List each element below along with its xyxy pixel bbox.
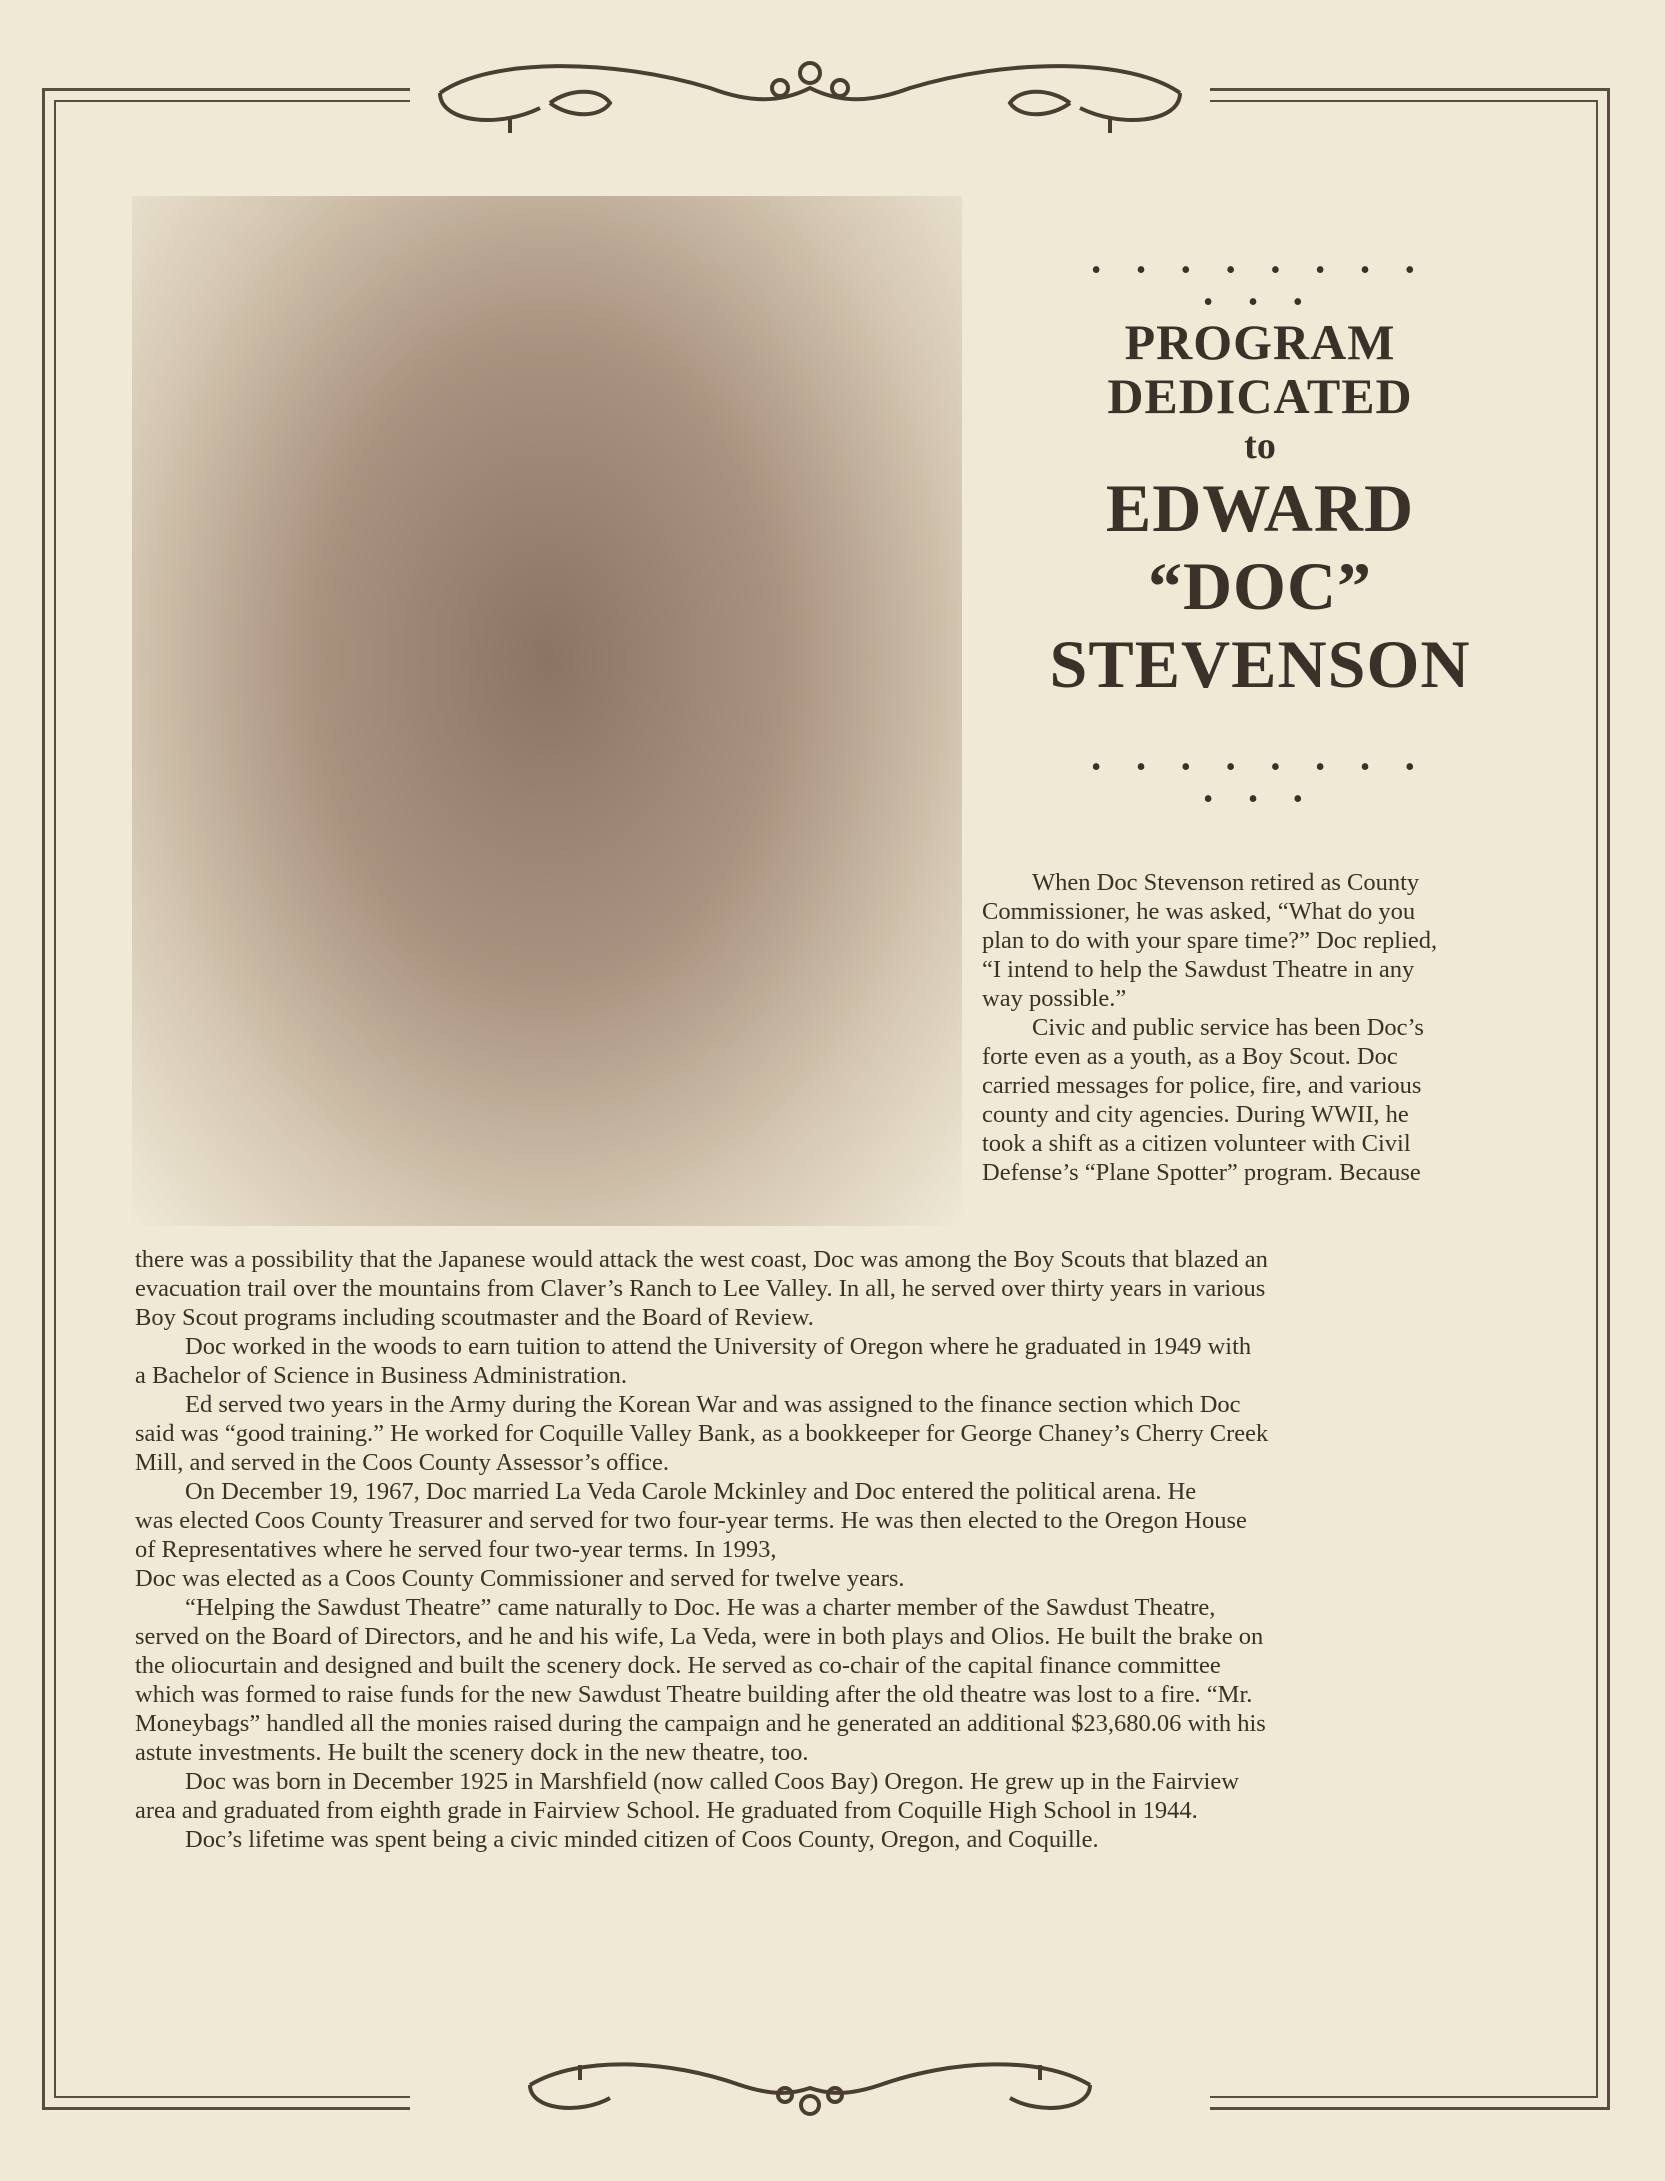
- text-line: which was formed to raise funds for the new Sawdust Theatre building after the old theatre was lost to a fire. “Mr.: [135, 1681, 1253, 1708]
- text-line: evacuation trail over the mountains from Claver’s Ranch to Lee Valley. In all, he served over thirty years in various: [135, 1275, 1266, 1302]
- text-line: there was a possibility that the Japanese would attack the west coast, Doc was among the Boy Scouts that blazed an: [135, 1246, 1268, 1273]
- text-line: area and graduated from eighth grade in Fairview School. He graduated from Coquille High School in 1944.: [135, 1797, 1198, 1824]
- text-line: was elected Coos County Treasurer and served for two four-year terms. He was then elected to the Oregon House: [135, 1507, 1247, 1534]
- title-line-edward: EDWARD: [1105, 470, 1415, 546]
- title-line-stevenson: STEVENSON: [1049, 626, 1471, 702]
- text-line: “Helping the Sawdust Theatre” came naturally to Doc. He was a charter member of the Sawdust Theatre,: [185, 1594, 1216, 1621]
- couple-portrait-photo: [132, 196, 962, 1226]
- scroll-ornament-icon: [410, 48, 1210, 138]
- text-line: Defense’s “Plane Spotter” program. Because: [982, 1159, 1421, 1186]
- bottom-scroll-ornament: [410, 2040, 1210, 2130]
- text-line: of Representatives where he served four two-year terms. In 1993,: [135, 1536, 777, 1563]
- text-line: Civic and public service has been Doc’s: [1032, 1014, 1424, 1041]
- top-scroll-ornament: [410, 48, 1210, 138]
- text-line: astute investments. He built the scenery dock in the new theatre, too.: [135, 1739, 809, 1766]
- text-line: “I intend to help the Sawdust Theatre in any: [982, 956, 1415, 983]
- text-line: way possible.”: [982, 985, 1127, 1012]
- text-line: Doc worked in the woods to earn tuition to attend the University of Oregon where he graduated in 1949 with: [185, 1333, 1252, 1360]
- dedication-title: [1010, 315, 1510, 703]
- text-line: plan to do with your spare time?” Doc replied,: [982, 927, 1438, 954]
- text-line: Doc was elected as a Coos County Commissioner and served for twelve years.: [135, 1565, 905, 1592]
- text-line: When Doc Stevenson retired as County: [1032, 869, 1420, 896]
- scroll-ornament-icon: [410, 2040, 1210, 2130]
- text-line: forte even as a youth, as a Boy Scout. Doc: [982, 1043, 1398, 1070]
- title-line-to: to: [1244, 425, 1276, 467]
- text-line: Moneybags” handled all the monies raised during the campaign and he generated an additional $23,680.06 with his: [135, 1710, 1266, 1737]
- full-width-text: [135, 1245, 1575, 1854]
- text-line: a Bachelor of Science in Business Administration.: [135, 1362, 627, 1389]
- text-line: said was “good training.” He worked for Coquille Valley Bank, as a bookkeeper for George Chaney’s Cherry Creek: [135, 1420, 1269, 1447]
- text-line: county and city agencies. During WWII, he: [982, 1101, 1409, 1128]
- text-line: Doc’s lifetime was spent being a civic minded citizen of Coos County, Oregon, and Coquille.: [185, 1826, 1099, 1853]
- title-line-doc: “DOC”: [1147, 548, 1373, 624]
- title-line-dedicated: DEDICATED: [1107, 368, 1413, 424]
- dot-divider-bottom: • • • • • • • • • • •: [1091, 752, 1429, 815]
- text-line: Doc was born in December 1925 in Marshfield (now called Coos Bay) Oregon. He grew up in the Fairview: [185, 1768, 1239, 1795]
- column-text: [982, 868, 1562, 1187]
- text-line: carried messages for police, fire, and various: [982, 1072, 1422, 1099]
- text-line: served on the Board of Directors, and he and his wife, La Veda, were in both plays and Olios. He built the brake on: [135, 1623, 1264, 1650]
- text-line: Ed served two years in the Army during the Korean War and was assigned to the finance section which Doc: [185, 1391, 1241, 1418]
- text-line: the oliocurtain and designed and built the scenery dock. He served as co-chair of the capital finance committee: [135, 1652, 1221, 1679]
- text-line: Mill, and served in the Coos County Assessor’s office.: [135, 1449, 669, 1476]
- title-line-program: PROGRAM: [1124, 314, 1396, 370]
- dot-divider-top: • • • • • • • • • • •: [1091, 255, 1429, 318]
- text-line: Boy Scout programs including scoutmaster and the Board of Review.: [135, 1304, 814, 1331]
- text-line: Commissioner, he was asked, “What do you: [982, 898, 1416, 925]
- text-line: On December 19, 1967, Doc married La Veda Carole Mckinley and Doc entered the political arena. He: [185, 1478, 1197, 1505]
- text-line: took a shift as a citizen volunteer with Civil: [982, 1130, 1411, 1157]
